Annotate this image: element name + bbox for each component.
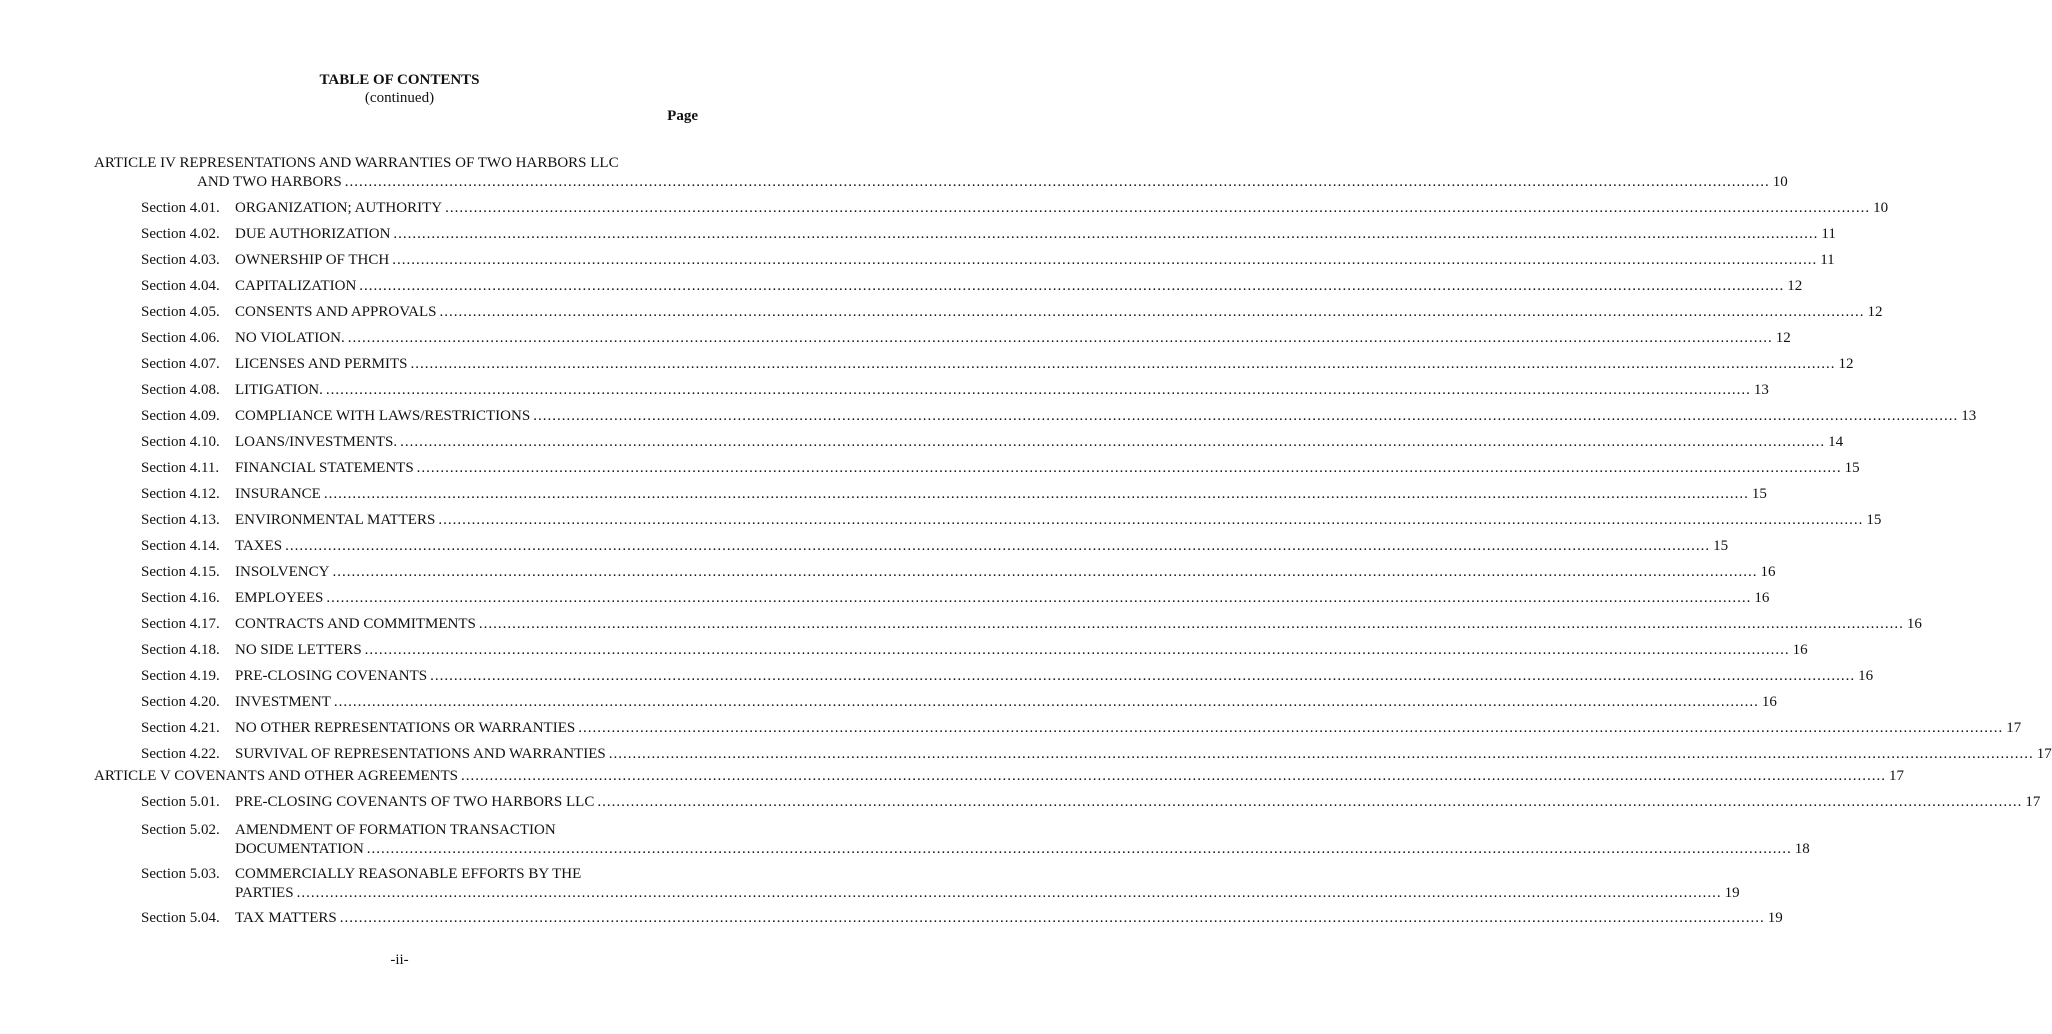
toc-entry[interactable] <box>235 641 1808 659</box>
toc-entry[interactable] <box>235 407 1977 425</box>
dot-leader: ............................................................................................................................................................................................................................................................................................................ <box>445 200 1871 216</box>
page-number: 11 <box>1820 252 1835 268</box>
page-number: 17 <box>2036 746 2052 762</box>
toc-entry[interactable] <box>235 225 1836 243</box>
toc-entry[interactable] <box>235 251 1835 269</box>
toc-entry[interactable] <box>235 537 1729 555</box>
section-title: TAXES <box>235 538 283 554</box>
page-number: 12 <box>1787 278 1803 294</box>
section-title: INVESTMENT <box>235 694 331 710</box>
section-number: Section 4.12. <box>141 486 220 502</box>
toc-entry[interactable] <box>235 459 1860 477</box>
article-iv-heading-cont: AND TWO HARBORS <box>197 174 342 190</box>
section-number: Section 4.09. <box>141 408 220 424</box>
page-number: 15 <box>1844 460 1860 476</box>
page-number: 11 <box>1821 226 1836 242</box>
dot-leader: ............................................................................................................................................................................................................................................................................................................ <box>608 746 2034 762</box>
section-number: Section 4.16. <box>141 590 220 606</box>
dot-leader: ............................................................................................................................................................................................................................................................................................................ <box>326 590 1752 606</box>
dot-leader: ............................................................................................................................................................................................................................................................................................................ <box>438 512 1864 528</box>
dot-leader: ............................................................................................................................................................................................................................................................................................................ <box>400 434 1826 450</box>
section-title: FINANCIAL STATEMENTS <box>235 460 414 476</box>
dot-leader: ............................................................................................................................................................................................................................................................................................................ <box>285 538 1711 554</box>
section-title: NO OTHER REPRESENTATIONS OR WARRANTIES <box>235 720 576 736</box>
section-number: Section 4.19. <box>141 668 220 684</box>
page-number: 16 <box>1760 564 1776 580</box>
section-number: Section 4.08. <box>141 382 220 398</box>
toc-entry[interactable] <box>235 355 1854 373</box>
dot-leader: ............................................................................................................................................................................................................................................................................................................ <box>333 694 1759 710</box>
toc-entry[interactable] <box>235 615 1922 633</box>
section-title: INSURANCE <box>235 486 321 502</box>
page-number: 15 <box>1713 538 1729 554</box>
section-title: CONTRACTS AND COMMITMENTS <box>235 616 476 632</box>
section-title: INSOLVENCY <box>235 564 330 580</box>
dot-leader: ............................................................................................................................................................................................................................................................................................................ <box>296 885 1722 901</box>
dot-leader: ............................................................................................................................................................................................................................................................................................................ <box>533 408 1959 424</box>
page-number: 16 <box>1906 616 1922 632</box>
toc-entry[interactable] <box>235 719 2022 737</box>
page-column-header: Page <box>667 108 698 124</box>
page-footer-number: -ii- <box>390 952 409 968</box>
section-number: Section 4.17. <box>141 616 220 632</box>
section-number: Section 4.15. <box>141 564 220 580</box>
dot-leader: ............................................................................................................................................................................................................................................................................................................ <box>439 304 1865 320</box>
section-title: TAX MATTERS <box>235 910 337 926</box>
page-number: 19 <box>1724 885 1740 901</box>
page-number: 17 <box>2025 794 2041 810</box>
section-title: EMPLOYEES <box>235 590 324 606</box>
section-number: Section 5.03. <box>141 866 220 882</box>
toc-subtitle: (continued) <box>364 90 435 106</box>
section-number: Section 4.07. <box>141 356 220 372</box>
page-number: 12 <box>1775 330 1791 346</box>
dot-leader: ............................................................................................................................................................................................................................................................................................................ <box>359 278 1785 294</box>
dot-leader: ............................................................................................................................................................................................................................................................................................................ <box>578 720 2004 736</box>
toc-entry[interactable] <box>235 511 1882 529</box>
toc-entry[interactable] <box>235 199 1889 217</box>
section-number: Section 4.21. <box>141 720 220 736</box>
section-number: Section 4.04. <box>141 278 220 294</box>
section-number: Section 4.18. <box>141 642 220 658</box>
section-title: OWNERSHIP OF THCH <box>235 252 390 268</box>
toc-entry[interactable] <box>235 793 2041 811</box>
page-number: 13 <box>1961 408 1977 424</box>
page-number: 16 <box>1792 642 1808 658</box>
toc-entry[interactable] <box>235 563 1776 581</box>
page-number: 18 <box>1794 841 1810 857</box>
section-title: ORGANIZATION; AUTHORITY <box>235 200 443 216</box>
page-number: 12 <box>1838 356 1854 372</box>
section-number: Section 4.11. <box>141 460 220 476</box>
section-title: LOANS/INVESTMENTS. <box>235 434 398 450</box>
toc-entry[interactable] <box>235 277 1803 295</box>
section-title[interactable]: COMMERCIALLY REASONABLE EFFORTS BY THE <box>235 866 582 882</box>
dot-leader: ............................................................................................................................................................................................................................................................................................................ <box>410 356 1836 372</box>
section-number: Section 4.06. <box>141 330 220 346</box>
section-number: Section 4.05. <box>141 304 220 320</box>
section-number: Section 4.02. <box>141 226 220 242</box>
toc-entry[interactable] <box>235 909 1783 927</box>
toc-entry[interactable] <box>235 433 1844 451</box>
toc-entry[interactable] <box>235 303 1883 321</box>
section-title: PARTIES <box>235 885 294 901</box>
section-title[interactable]: AMENDMENT OF FORMATION TRANSACTION <box>235 822 556 838</box>
section-number: Section 4.22. <box>141 746 220 762</box>
page-number: 12 <box>1867 304 1883 320</box>
section-title: LITIGATION. <box>235 382 323 398</box>
section-number: Section 4.13. <box>141 512 220 528</box>
section-number: Section 5.04. <box>141 910 220 926</box>
article-iv-heading[interactable]: ARTICLE IV REPRESENTATIONS AND WARRANTIES OF TWO HARBORS LLC <box>94 155 619 171</box>
page-number: 15 <box>1866 512 1882 528</box>
page-number: 10 <box>1772 174 1788 190</box>
section-title: DUE AUTHORIZATION <box>235 226 391 242</box>
dot-leader: ............................................................................................................................................................................................................................................................................................................ <box>430 668 1856 684</box>
article-iv-entry[interactable] <box>197 173 1788 191</box>
dot-leader: ............................................................................................................................................................................................................................................................................................................ <box>332 564 1758 580</box>
page-number: 15 <box>1751 486 1767 502</box>
page-number: 16 <box>1754 590 1770 606</box>
page-number: 10 <box>1873 200 1889 216</box>
article-v-heading: ARTICLE V COVENANTS AND OTHER AGREEMENTS <box>94 768 458 784</box>
dot-leader: ............................................................................................................................................................................................................................................................................................................ <box>416 460 1842 476</box>
toc-entry[interactable] <box>235 840 1810 858</box>
article-v-entry[interactable] <box>94 767 1904 785</box>
page-number: 17 <box>1888 768 1904 784</box>
section-title: CAPITALIZATION <box>235 278 357 294</box>
dot-leader: ............................................................................................................................................................................................................................................................................................................ <box>347 330 1773 346</box>
dot-leader: ............................................................................................................................................................................................................................................................................................................ <box>478 616 1904 632</box>
toc-entry[interactable] <box>235 329 1791 347</box>
dot-leader: ............................................................................................................................................................................................................................................................................................................ <box>392 252 1818 268</box>
toc-entry[interactable] <box>235 667 1874 685</box>
dot-leader: ............................................................................................................................................................................................................................................................................................................ <box>323 486 1749 502</box>
section-number: Section 4.14. <box>141 538 220 554</box>
section-title: PRE-CLOSING COVENANTS <box>235 668 428 684</box>
section-number: Section 5.01. <box>141 794 220 810</box>
toc-entry[interactable] <box>235 381 1769 399</box>
page-number: 13 <box>1753 382 1769 398</box>
section-number: Section 4.10. <box>141 434 220 450</box>
toc-entry[interactable] <box>235 745 2052 763</box>
section-number: Section 5.02. <box>141 822 220 838</box>
dot-leader: ............................................................................................................................................................................................................................................................................................................ <box>597 794 2023 810</box>
section-title: NO SIDE LETTERS <box>235 642 362 658</box>
dot-leader: ............................................................................................................................................................................................................................................................................................................ <box>339 910 1765 926</box>
page-number: 14 <box>1828 434 1844 450</box>
section-title: ENVIRONMENTAL MATTERS <box>235 512 436 528</box>
dot-leader: ............................................................................................................................................................................................................................................................................................................ <box>460 768 1886 784</box>
page-number: 16 <box>1761 694 1777 710</box>
section-title: LICENSES AND PERMITS <box>235 356 408 372</box>
toc-entry[interactable] <box>235 693 1777 711</box>
dot-leader: ............................................................................................................................................................................................................................................................................................................ <box>344 174 1770 190</box>
page-number: 17 <box>2006 720 2022 736</box>
section-title: CONSENTS AND APPROVALS <box>235 304 437 320</box>
page-number: 19 <box>1767 910 1783 926</box>
dot-leader: ............................................................................................................................................................................................................................................................................................................ <box>364 642 1790 658</box>
section-number: Section 4.03. <box>141 252 220 268</box>
toc-title: TABLE OF CONTENTS <box>319 72 480 88</box>
section-title: NO VIOLATION. <box>235 330 345 346</box>
section-number: Section 4.01. <box>141 200 220 216</box>
section-title: SURVIVAL OF REPRESENTATIONS AND WARRANTIES <box>235 746 606 762</box>
section-title: COMPLIANCE WITH LAWS/RESTRICTIONS <box>235 408 531 424</box>
toc-entry[interactable] <box>235 589 1770 607</box>
section-title: PRE-CLOSING COVENANTS OF TWO HARBORS LLC <box>235 794 595 810</box>
dot-leader: ............................................................................................................................................................................................................................................................................................................ <box>366 841 1792 857</box>
section-number: Section 4.20. <box>141 694 220 710</box>
toc-entry[interactable] <box>235 884 1740 902</box>
dot-leader: ............................................................................................................................................................................................................................................................................................................ <box>325 382 1751 398</box>
section-title: DOCUMENTATION <box>235 841 364 857</box>
toc-entry[interactable] <box>235 485 1767 503</box>
dot-leader: ............................................................................................................................................................................................................................................................................................................ <box>393 226 1819 242</box>
page-number: 16 <box>1858 668 1874 684</box>
